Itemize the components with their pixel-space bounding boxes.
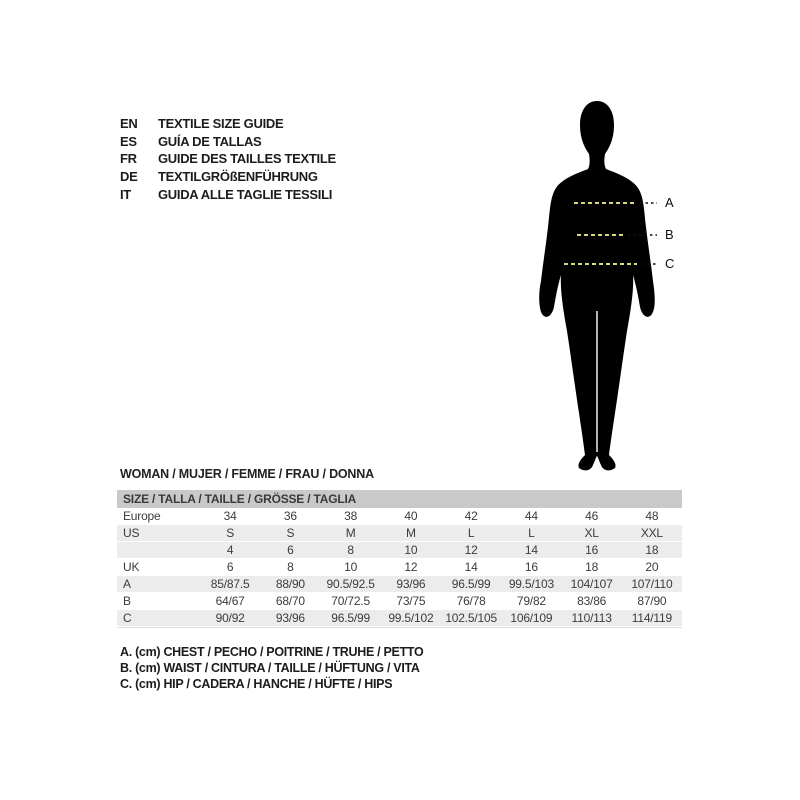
language-label: TEXTILE SIZE GUIDE	[158, 116, 284, 131]
table-cell: 88/90	[275, 577, 305, 591]
table-cell: 87/90	[637, 594, 667, 608]
table-cell: 10	[344, 560, 358, 574]
table-cell: 46	[585, 509, 599, 523]
table-cell: 16	[585, 543, 599, 557]
table-row	[117, 610, 682, 627]
row-label: Europe	[123, 509, 161, 523]
table-cell: 107/110	[631, 577, 673, 591]
table-cell: 48	[645, 509, 659, 523]
table-cell: 68/70	[275, 594, 305, 608]
measurement-legend	[120, 645, 423, 692]
waist-label: B	[665, 227, 674, 242]
table-cell: 85/87.5	[210, 577, 250, 591]
table-cell: S	[286, 526, 295, 540]
table-cell: 90/92	[215, 611, 245, 625]
table-cell: 96.5/99	[331, 611, 370, 625]
table-cell: L	[528, 526, 535, 540]
language-code: ES	[120, 133, 137, 149]
language-label: GUIDA ALLE TAGLIE TESSILI	[158, 186, 333, 202]
table-cell: M	[345, 526, 356, 540]
language-row	[120, 133, 336, 151]
size-table-rows	[117, 508, 682, 627]
table-cell: 16	[524, 560, 538, 574]
table-cell: 38	[344, 509, 358, 523]
table-cell: 36	[283, 509, 297, 523]
language-row	[120, 168, 336, 186]
table-cell: 90.5/92.5	[326, 577, 375, 591]
table-cell: 40	[404, 509, 418, 523]
table-cell: S	[226, 526, 235, 540]
table-cell: 70/72.5	[331, 594, 370, 608]
table-row	[117, 508, 682, 525]
table-cell: 44	[524, 509, 538, 523]
row-label	[117, 542, 200, 558]
language-code: FR	[120, 151, 137, 167]
table-cell: 12	[464, 543, 478, 557]
size-table	[117, 490, 682, 628]
language-list	[120, 115, 336, 204]
chest-label: A	[665, 195, 674, 210]
hip-label: C	[665, 256, 675, 271]
table-cell: 4	[226, 543, 234, 557]
table-cell: XL	[584, 526, 599, 540]
legend-line: C. (cm) HIP / CADERA / HANCHE / HÜFTE / HIPS	[120, 676, 393, 691]
table-cell: 110/113	[571, 611, 612, 625]
language-row	[120, 150, 336, 168]
row-label: A	[123, 577, 131, 591]
table-cell: 83/86	[577, 594, 607, 608]
table-cell: 114/119	[631, 611, 672, 625]
table-cell: 14	[464, 560, 478, 574]
language-code: EN	[120, 116, 138, 131]
row-label: B	[123, 594, 131, 608]
language-label: GUIDE DES TAILLES TEXTILE	[158, 151, 336, 167]
language-code: IT	[120, 186, 131, 202]
table-cell: 104/107	[570, 577, 613, 591]
table-cell: 99.5/103	[508, 577, 554, 591]
table-cell: 8	[287, 560, 294, 574]
table-cell: M	[405, 526, 416, 540]
woman-figure	[530, 95, 690, 475]
table-cell: 6	[226, 560, 234, 574]
table-cell: 99.5/102	[388, 611, 434, 625]
table-cell: 42	[464, 509, 478, 523]
language-code: DE	[120, 169, 138, 185]
table-row	[117, 525, 682, 542]
table-cell: XXL	[640, 526, 663, 540]
row-label: C	[123, 611, 132, 625]
size-table-header: SIZE / TALLA / TAILLE / GRÖSSE / TAGLIA	[117, 490, 682, 508]
table-cell: 8	[347, 543, 354, 557]
table-cell: 76/78	[456, 594, 486, 608]
table-cell: 18	[645, 543, 659, 557]
language-row	[120, 186, 336, 204]
language-label: GUÍA DE TALLAS	[158, 133, 262, 149]
table-cell: L	[467, 526, 475, 540]
woman-silhouette-icon	[530, 95, 690, 475]
table-cell: 10	[404, 543, 418, 557]
table-row	[117, 559, 682, 576]
table-cell: 18	[585, 560, 599, 574]
table-cell: 12	[404, 560, 418, 574]
table-cell: 64/67	[215, 594, 245, 608]
table-cell: 79/82	[516, 594, 546, 608]
table-cell: 34	[223, 509, 237, 523]
table-row	[117, 593, 682, 610]
legend-line: B. (cm) WAIST / CINTURA / TAILLE / HÜFTUNG / VITA	[120, 660, 420, 675]
legend-line: A. (cm) CHEST / PECHO / POITRINE / TRUHE / PETTO	[120, 645, 424, 659]
table-cell: 106/109	[510, 611, 553, 625]
language-label: TEXTILGRÖßENFÜHRUNG	[158, 169, 318, 185]
table-cell: 93/96	[396, 577, 426, 591]
row-label: US	[123, 526, 140, 540]
table-cell: 102.5/105	[445, 611, 497, 625]
table-cell: 20	[645, 560, 659, 574]
table-cell: 93/96	[275, 611, 305, 625]
table-row	[117, 542, 682, 559]
table-row	[117, 576, 682, 593]
table-cell: 96.5/99	[451, 577, 491, 591]
table-cell: 73/75	[396, 594, 426, 608]
gender-heading: WOMAN / MUJER / FEMME / FRAU / DONNA	[120, 467, 374, 481]
table-cell: 6	[287, 543, 294, 557]
row-label: UK	[123, 560, 140, 574]
language-row	[120, 115, 336, 133]
table-cell: 14	[524, 543, 538, 557]
